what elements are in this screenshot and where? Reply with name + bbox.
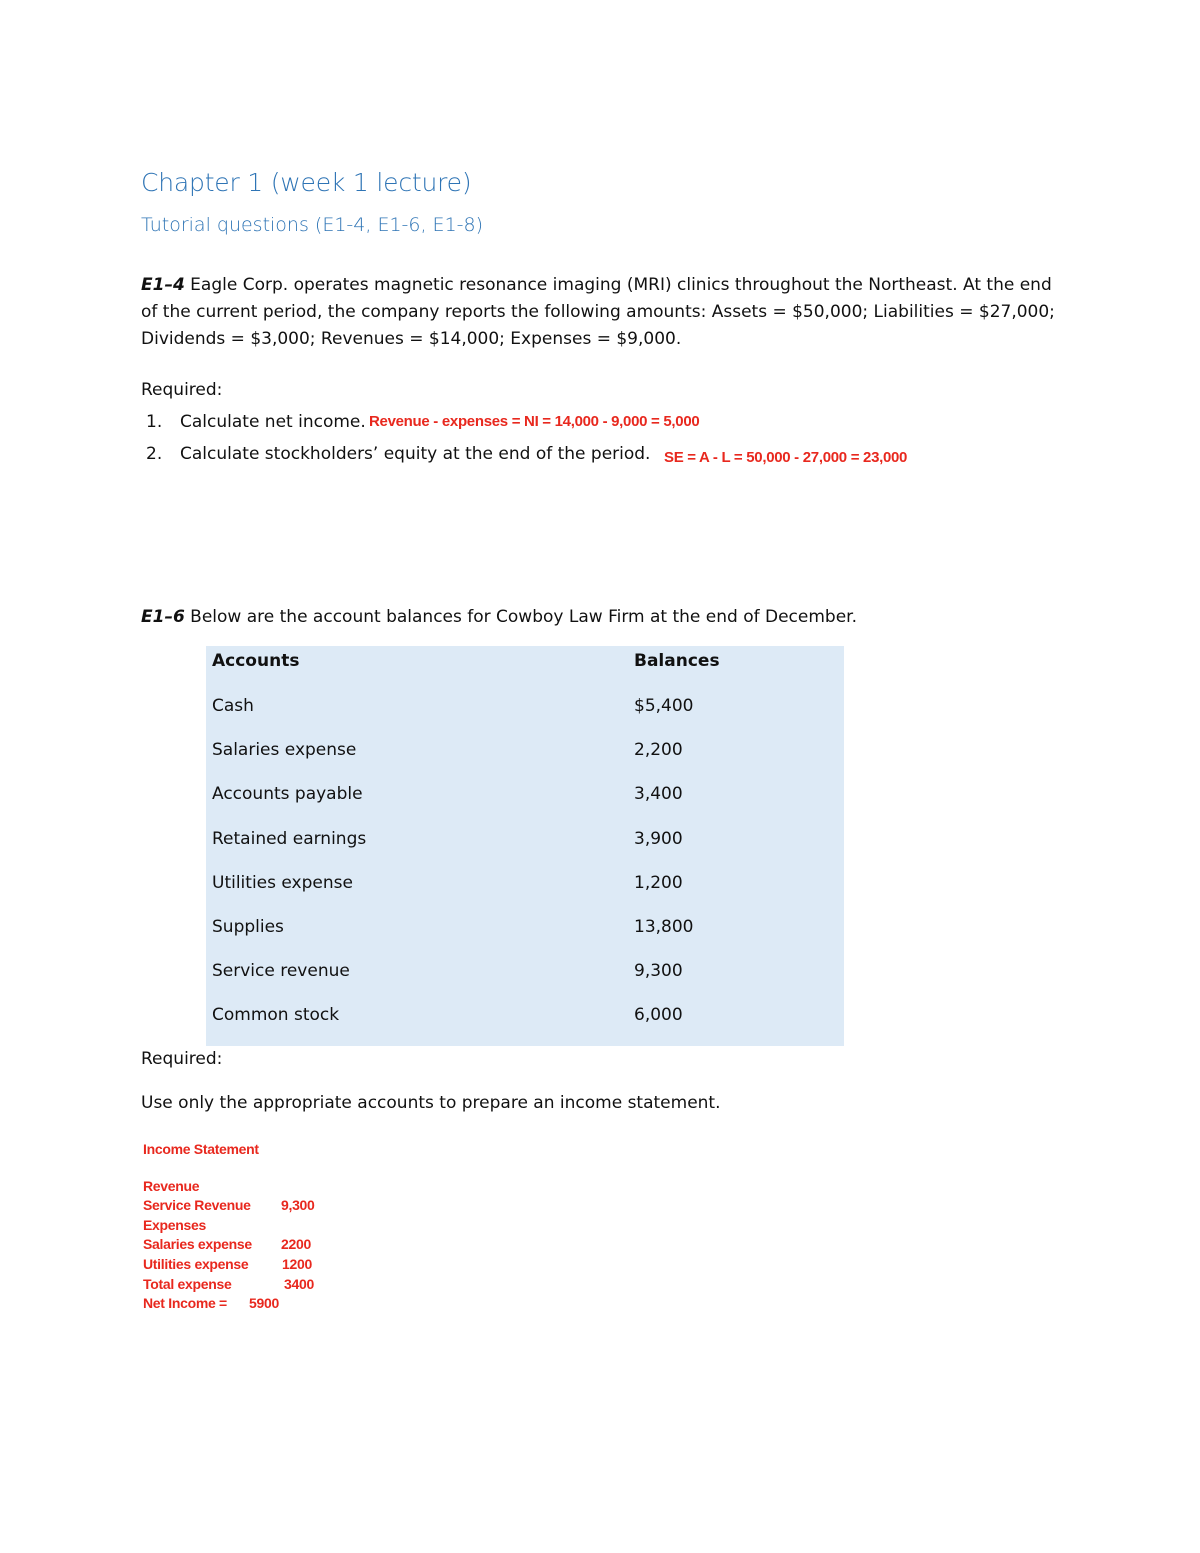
- income-statement-line: Net Income = 5900: [143, 1295, 279, 1311]
- question-1-number: 1.: [146, 412, 163, 432]
- question-2-text: Calculate stockholders’ equity at the end of the period.: [180, 444, 651, 464]
- income-statement-line: Expenses: [143, 1217, 206, 1233]
- table-row-account: Utilities expense: [212, 873, 353, 893]
- income-statement-line: Revenue: [143, 1178, 200, 1194]
- table-row-account: Salaries expense: [212, 740, 357, 760]
- question-2: [146, 444, 650, 464]
- table-header-accounts: Accounts: [212, 651, 300, 671]
- table-row-account: Retained earnings: [212, 829, 367, 849]
- table-row-balance: 13,800: [634, 917, 694, 937]
- e1-4-required-label: Required:: [141, 380, 223, 400]
- income-statement-line: Total expense 3400: [143, 1276, 314, 1292]
- income-statement-line: Service Revenue 9,300: [143, 1197, 315, 1213]
- table-row-balance: $5,400: [634, 696, 694, 716]
- income-statement-title: Income Statement: [143, 1141, 259, 1157]
- e1-6-text: Below are the account balances for Cowboy Law Firm at the end of December.: [184, 607, 857, 627]
- page-subtitle: Tutorial questions (E1-4, E1-6, E1-8): [141, 214, 484, 236]
- e1-6-paragraph: [141, 607, 857, 627]
- e1-6-instruction: Use only the appropriate accounts to prepare an income statement.: [141, 1093, 721, 1113]
- table-row-account: Common stock: [212, 1005, 340, 1025]
- table-row-balance: 6,000: [634, 1005, 683, 1025]
- question-1-answer: Revenue - expenses = NI = 14,000 - 9,000 = 5,000: [369, 413, 700, 430]
- e1-4-paragraph: [141, 272, 1061, 353]
- table-row-balance: 2,200: [634, 740, 683, 760]
- table-row-balance: 1,200: [634, 873, 683, 893]
- e1-4-label: E1–4: [141, 275, 185, 295]
- question-2-number: 2.: [146, 444, 163, 464]
- table-row-account: Accounts payable: [212, 784, 363, 804]
- income-statement-line: Utilities expense 1200: [143, 1256, 312, 1272]
- table-row-balance: 3,400: [634, 784, 683, 804]
- e1-6-required-label: Required:: [141, 1049, 223, 1069]
- table-row-account: Cash: [212, 696, 254, 716]
- table-row-account: Supplies: [212, 917, 284, 937]
- page-title: Chapter 1 (week 1 lecture): [141, 168, 472, 197]
- income-statement-line: Salaries expense 2200: [143, 1236, 311, 1252]
- table-row-account: Service revenue: [212, 961, 350, 981]
- question-1-text: Calculate net income.: [180, 412, 366, 432]
- question-2-answer: SE = A - L = 50,000 - 27,000 = 23,000: [664, 449, 908, 466]
- table-header-balances: Balances: [634, 651, 720, 671]
- e1-6-label: E1–6: [141, 607, 185, 627]
- table-row-balance: 9,300: [634, 961, 683, 981]
- e1-4-text: Eagle Corp. operates magnetic resonance imaging (MRI) clinics throughout the Northeast. At the end of the current period, the company reports the following amounts: Assets = $50,000; Liabilities = $27,000; Dividends = $3,000; Revenues = $14,000; Expenses = $9,000.: [141, 275, 1055, 349]
- table-row-balance: 3,900: [634, 829, 683, 849]
- question-1: [146, 412, 366, 432]
